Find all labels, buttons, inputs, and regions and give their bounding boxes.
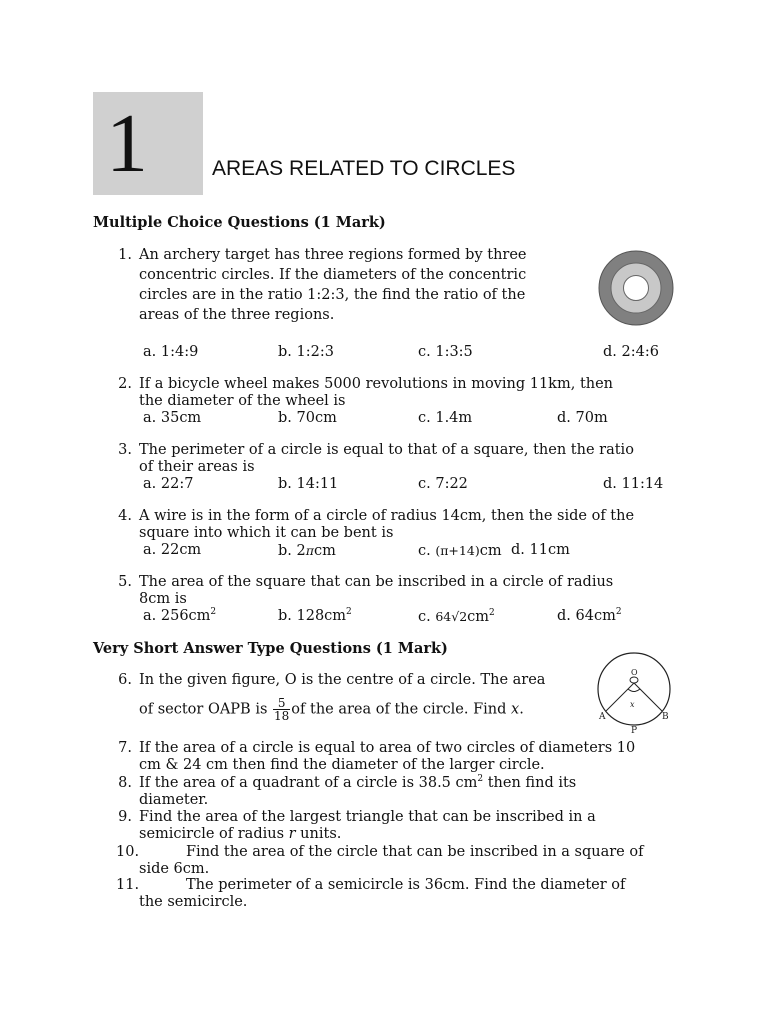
option-c-expression: (π+14): [435, 543, 480, 558]
text-line: An archery target has three regions formed by three: [139, 247, 527, 263]
option-a: a. 35cm: [143, 410, 202, 426]
text-line: The area of the square that can be inscribed in a circle of radius: [139, 574, 614, 590]
question-number: 9.: [118, 809, 132, 825]
text-line: 8cm is: [139, 591, 187, 607]
question-number: 10.: [116, 844, 140, 860]
fraction: [273, 697, 290, 722]
option-c: [418, 542, 502, 560]
text-line: [139, 697, 545, 722]
option-a: a. 1:4:9: [143, 344, 199, 360]
section-heading-mcq: Multiple Choice Questions (1 Mark): [93, 214, 386, 231]
text-line: [139, 775, 576, 792]
text-line: Find the area of the circle that can be inscribed in a square of: [186, 844, 644, 860]
option-c-prefix: c.: [418, 543, 436, 559]
question-text: [139, 442, 634, 476]
option-d: d. 11cm: [511, 542, 570, 558]
question-text: [139, 775, 576, 809]
option-b: [278, 608, 352, 625]
variable: x: [511, 701, 520, 718]
question-text: [139, 574, 613, 608]
text-fragment: then find its: [483, 775, 577, 791]
superscript: 2: [477, 774, 484, 785]
text-line: concentric circles. If the diameters of the concentric: [139, 267, 527, 283]
option-c-prefix: c.: [418, 609, 436, 625]
text-line: areas of the three regions.: [139, 307, 335, 323]
radius-ob: [634, 683, 662, 711]
text-line: In the given figure, O is the centre of a circle. The area: [139, 672, 546, 688]
question-text: [139, 877, 625, 911]
text-fragment: .: [519, 701, 524, 718]
option-c: c. 7:22: [418, 476, 468, 492]
question-text: [139, 740, 635, 774]
chapter-title: AREAS RELATED TO CIRCLES: [212, 157, 516, 180]
option-a: a. 22cm: [143, 542, 202, 558]
target-inner-circle: [624, 276, 649, 301]
fraction-denominator: 18: [274, 709, 290, 723]
archery-target-figure: [597, 250, 675, 326]
question-text: [139, 376, 613, 410]
option-c: [418, 608, 495, 626]
option-b-text: b. 128cm: [278, 608, 347, 624]
option-c: c. 1.4m: [418, 410, 473, 426]
angle-arc: [628, 689, 640, 692]
option-d: d. 2:4:6: [603, 344, 659, 360]
question-text: [139, 508, 634, 542]
option-b: b. 70cm: [278, 410, 337, 426]
text-line: the semicircle.: [139, 894, 248, 910]
option-d: d. 11:14: [603, 476, 664, 492]
superscript: 2: [210, 607, 217, 618]
point-label-p: P: [631, 726, 638, 735]
text-line: side 6cm.: [139, 861, 210, 877]
option-a-text: a. 256cm: [143, 608, 211, 624]
text-fragment: units.: [295, 826, 342, 842]
option-b-prefix: b. 2: [278, 543, 306, 559]
option-c-unit: cm: [467, 609, 490, 625]
text-line: A wire is in the form of a circle of radius 14cm, then the side of the: [139, 508, 635, 524]
question-number: 4.: [118, 508, 132, 524]
text-fragment: of the area of the circle. Find: [291, 701, 507, 718]
text-line: circles are in the ratio 1:2:3, the find the ratio of the: [139, 287, 526, 303]
question-text: [139, 809, 596, 843]
question-text: [139, 672, 545, 722]
question-text: [139, 247, 527, 327]
text-line: cm & 24 cm then find the diameter of the larger circle.: [139, 757, 545, 773]
question-number: 7.: [118, 740, 132, 756]
question-number: 11.: [116, 877, 140, 893]
circle-outline: [598, 653, 670, 725]
question-number: 6.: [118, 672, 132, 688]
question-number: 8.: [118, 775, 132, 791]
text-line: the diameter of the wheel is: [139, 393, 346, 409]
question-number: 5.: [118, 574, 132, 590]
variable: r: [288, 826, 296, 842]
option-c: c. 1:3:5: [418, 344, 473, 360]
option-b: b. 14:11: [278, 476, 339, 492]
option-b: b. 1:2:3: [278, 344, 334, 360]
point-label-o: O: [631, 668, 638, 677]
point-label-a: A: [599, 712, 606, 722]
superscript: 2: [489, 608, 495, 619]
option-d: d. 70m: [557, 410, 608, 426]
chapter-number: 1: [106, 97, 148, 190]
section-heading-vsa: Very Short Answer Type Questions (1 Mark): [93, 640, 448, 657]
text-line: diameter.: [139, 792, 209, 808]
text-line: If a bicycle wheel makes 5000 revolutions in moving 11km, then: [139, 376, 614, 392]
question-number: 1.: [118, 247, 132, 263]
centre-point: [630, 677, 638, 683]
pi-symbol: π: [305, 543, 314, 558]
option-d: [557, 608, 622, 625]
text-line: If the area of a circle is equal to area of two circles of diameters 10: [139, 740, 636, 756]
question-text: [139, 844, 643, 878]
option-b-unit: cm: [313, 543, 336, 559]
text-line: of their areas is: [139, 459, 255, 475]
text-line: Find the area of the largest triangle that can be inscribed in a: [139, 809, 596, 825]
text-line: square into which it can be bent is: [139, 525, 394, 541]
question-number: 3.: [118, 442, 132, 458]
superscript: 2: [615, 607, 622, 618]
text-line: The perimeter of a circle is equal to that of a square, then the ratio: [139, 442, 634, 458]
point-label-b: B: [662, 712, 669, 722]
angle-label: x: [630, 700, 635, 709]
option-c-expression: 64√2: [435, 609, 468, 624]
superscript: 2: [346, 607, 352, 618]
option-b: [278, 542, 336, 560]
option-d-text: d. 64cm: [557, 608, 616, 624]
fraction-numerator: 5: [273, 697, 290, 710]
option-c-unit: cm: [479, 543, 502, 559]
text-fragment: semicircle of radius: [139, 826, 289, 842]
text-line: [139, 826, 596, 843]
option-a: [143, 608, 216, 625]
text-fragment: of sector OAPB is: [139, 701, 268, 718]
sector-figure: [592, 651, 677, 735]
question-number: 2.: [118, 376, 132, 392]
option-a: a. 22:7: [143, 476, 194, 492]
text-fragment: If the area of a quadrant of a circle is 38.5 cm: [139, 775, 478, 791]
text-line: The perimeter of a semicircle is 36cm. Find the diameter of: [186, 877, 626, 893]
